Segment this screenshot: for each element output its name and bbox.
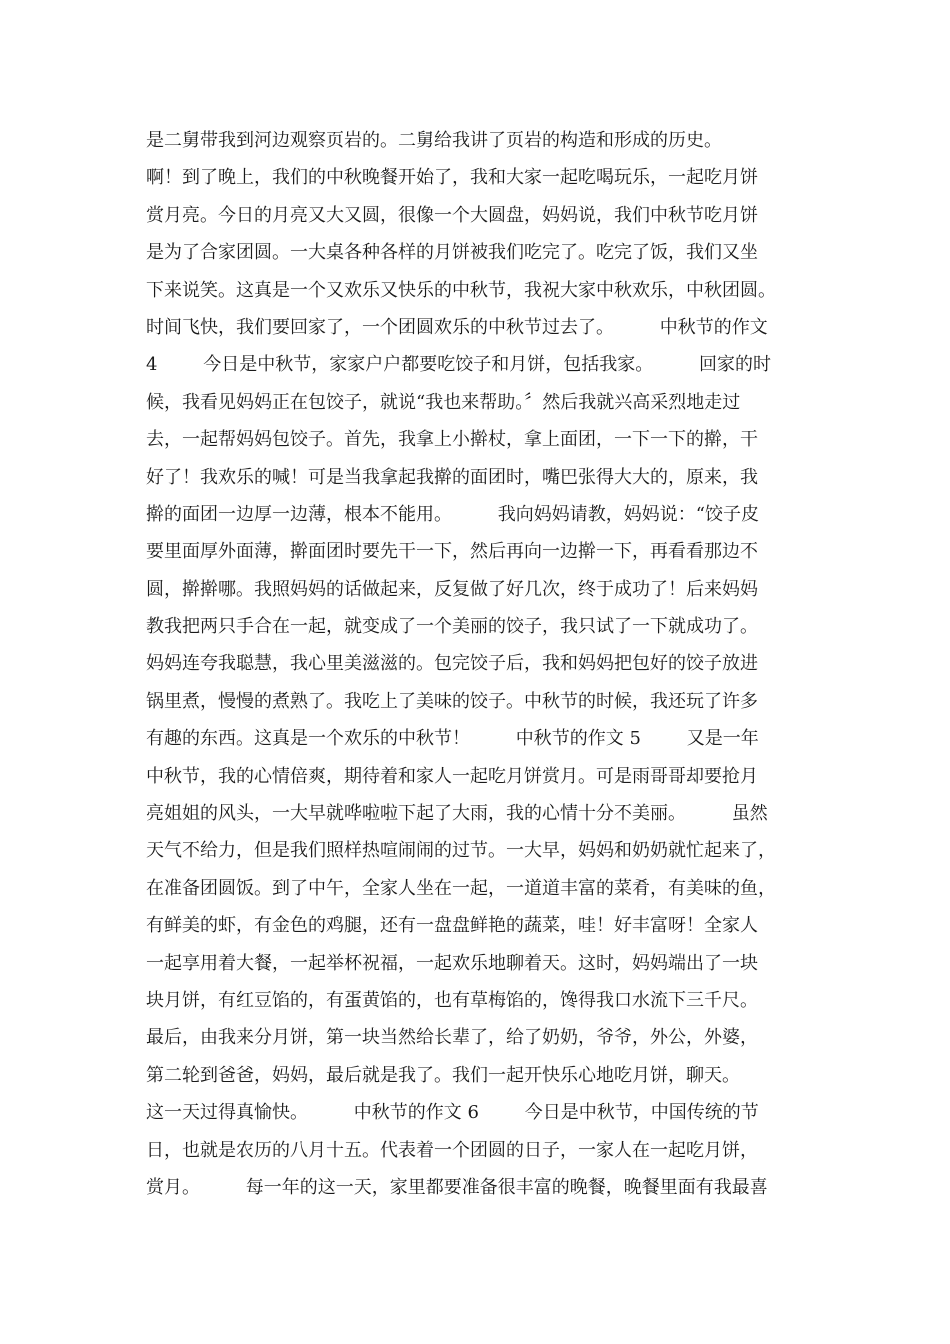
text-line: 圆，擀擀哪。我照妈妈的话做起来，反复做了好几次，终于成功了！后来妈妈: [146, 578, 758, 600]
text-line: 下来说笑。这真是一个又欢乐又快乐的中秋节，我祝大家中秋欢乐，中秋团圆。: [146, 279, 776, 301]
text-line: 亮姐姐的风头，一大早就哗啦啦下起了大雨，我的心情十分不美丽。 虽然: [146, 803, 768, 825]
text-line: 赏月亮。今日的月亮又大又圆，很像一个大圆盘，妈妈说，我们中秋节吃月饼: [146, 204, 758, 226]
text-line: 教我把两只手合在一起，就变成了一个美丽的饺子，我只试了一下就成功了。: [146, 616, 758, 638]
text-line: 有趣的东西。这真是一个欢乐的中秋节！ 中秋节的作文 5 又是一年: [146, 728, 759, 750]
text-line: 是为了合家团圆。一大桌各种各样的月饼被我们吃完了。吃完了饭，我们又坐: [146, 242, 758, 264]
text-line: 啊！到了晚上，我们的中秋晚餐开始了，我和大家一起吃喝玩乐，一起吃月饼: [146, 167, 758, 189]
text-line: 时间飞快，我们要回家了，一个团圆欢乐的中秋节过去了。 中秋节的作文: [146, 316, 768, 338]
text-line: 最后，由我来分月饼，第一块当然给长辈了，给了奶奶，爷爷，外公，外婆，: [146, 1027, 758, 1049]
text-line: 4 今日是中秋节，家家户户都要吃饺子和月饼，包括我家。 回家的时: [146, 354, 771, 376]
text-line: 赏月。 每一年的这一天，家里都要准备很丰富的晚餐，晚餐里面有我最喜: [146, 1176, 768, 1198]
text-line: 块月饼，有红豆馅的，有蛋黄馅的，也有草梅馅的，馋得我口水流下三千尺。: [146, 989, 758, 1011]
text-line: 中秋节，我的心情倍爽，期待着和家人一起吃月饼赏月。可是雨哥哥却要抢月: [146, 765, 758, 787]
text-line: 这一天过得真愉快。 中秋节的作文 6 今日是中秋节，中国传统的节: [146, 1102, 759, 1124]
text-line: 第二轮到爸爸，妈妈，最后就是我了。我们一起开快乐心地吃月饼，聊天。: [146, 1064, 740, 1086]
text-line: 有鲜美的虾，有金色的鸡腿，还有一盘盘鲜艳的蔬菜，哇！好丰富呀！全家人: [146, 915, 758, 937]
text-line: 锅里煮，慢慢的煮熟了。我吃上了美味的饺子。中秋节的时候，我还玩了许多: [146, 690, 758, 712]
text-line: 擀的面团一边厚一边薄，根本不能用。 我向妈妈请教，妈妈说：“饺子皮: [146, 503, 759, 525]
text-line: 去，一起帮妈妈包饺子。首先，我拿上小擀杖，拿上面团，一下一下的擀，干: [146, 429, 758, 451]
text-line: 一起享用着大餐，一起举杯祝福，一起欢乐地聊着天。这时，妈妈端出了一块: [146, 952, 758, 974]
text-line: 候，我看见妈妈正在包饺子，就说“我也来帮助。〞然后我就兴高采烈地走过: [146, 391, 741, 413]
text-line: 天气不给力，但是我们照样热喧闹闹的过节。一大早，妈妈和奶奶就忙起来了，: [146, 840, 776, 862]
text-line: 要里面厚外面薄，擀面团时要先干一下，然后再向一边擀一下，再看看那边不: [146, 541, 758, 563]
text-line: 好了！我欢乐的喊！可是当我拿起我擀的面团时，嘴巴张得大大的，原来，我: [146, 466, 758, 488]
text-line: 妈妈连夸我聪慧，我心里美滋滋的。包完饺子后，我和妈妈把包好的饺子放进: [146, 653, 758, 675]
text-line: 是二舅带我到河边观察页岩的。二舅给我讲了页岩的构造和形成的历史。: [146, 130, 722, 151]
text-line: 日，也就是农历的八月十五。代表着一个团圆的日子，一家人在一起吃月饼，: [146, 1139, 758, 1161]
body-text: [146, 122, 826, 1206]
text-line: 在准备团圆饭。到了中午，全家人坐在一起，一道道丰富的菜肴，有美味的鱼，: [146, 877, 776, 899]
